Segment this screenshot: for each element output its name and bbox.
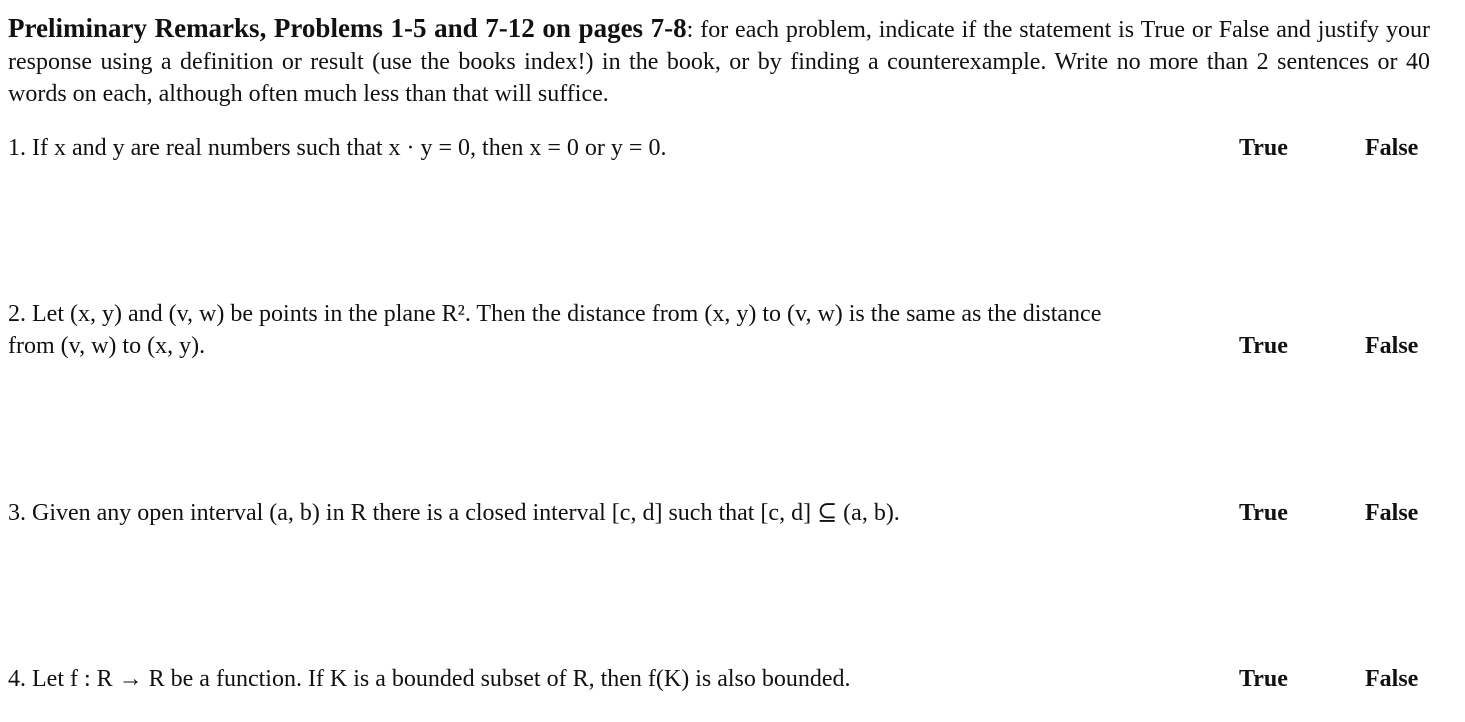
problem-3 (8, 497, 1108, 529)
problem-3-true-option[interactable]: True (1239, 500, 1288, 526)
problem-4 (8, 663, 1108, 695)
problem-4-number: 4. (8, 666, 32, 692)
intro-title: Preliminary Remarks, Problems 1-5 and 7-12 on pages 7-8 (8, 13, 687, 43)
problem-4-false-option[interactable]: False (1365, 666, 1419, 692)
problem-2-false-option[interactable]: False (1365, 333, 1419, 359)
problem-2-number: 2. (8, 301, 32, 327)
problem-2-true-option[interactable]: True (1239, 333, 1288, 359)
intro-paragraph (8, 12, 1430, 110)
problem-1-true-option[interactable]: True (1239, 135, 1288, 161)
problem-3-number: 3. (8, 500, 32, 526)
problem-1-false-option[interactable]: False (1365, 135, 1419, 161)
problem-1-number: 1. (8, 135, 32, 161)
problem-3-text: Given any open interval (a, b) in R there is a closed interval [c, d] such that [c, d] ⊆ (a, b). (32, 500, 900, 526)
problem-4-true-option[interactable]: True (1239, 666, 1288, 692)
problem-4-text: Let f : R → R be a function. If K is a bounded subset of R, then f(K) is also bounded. (32, 666, 851, 692)
problem-3-false-option[interactable]: False (1365, 500, 1419, 526)
intro-body: : for each problem, indicate if the statement is True or False and justify your response using a definition or result (use the books index!) in the book, or by finding a counterexample. Write no more than 2 sentences or 40 words on each, although often much less than that will suffice. (8, 17, 1431, 107)
problem-1 (8, 132, 1108, 164)
problem-2 (8, 298, 1108, 362)
problem-1-text: If x and y are real numbers such that x · y = 0, then x = 0 or y = 0. (32, 135, 667, 161)
problem-2-text: Let (x, y) and (v, w) be points in the plane R². Then the distance from (x, y) to (v, w) is the same as the distance from (v, w) to (x, y). (8, 301, 1102, 359)
